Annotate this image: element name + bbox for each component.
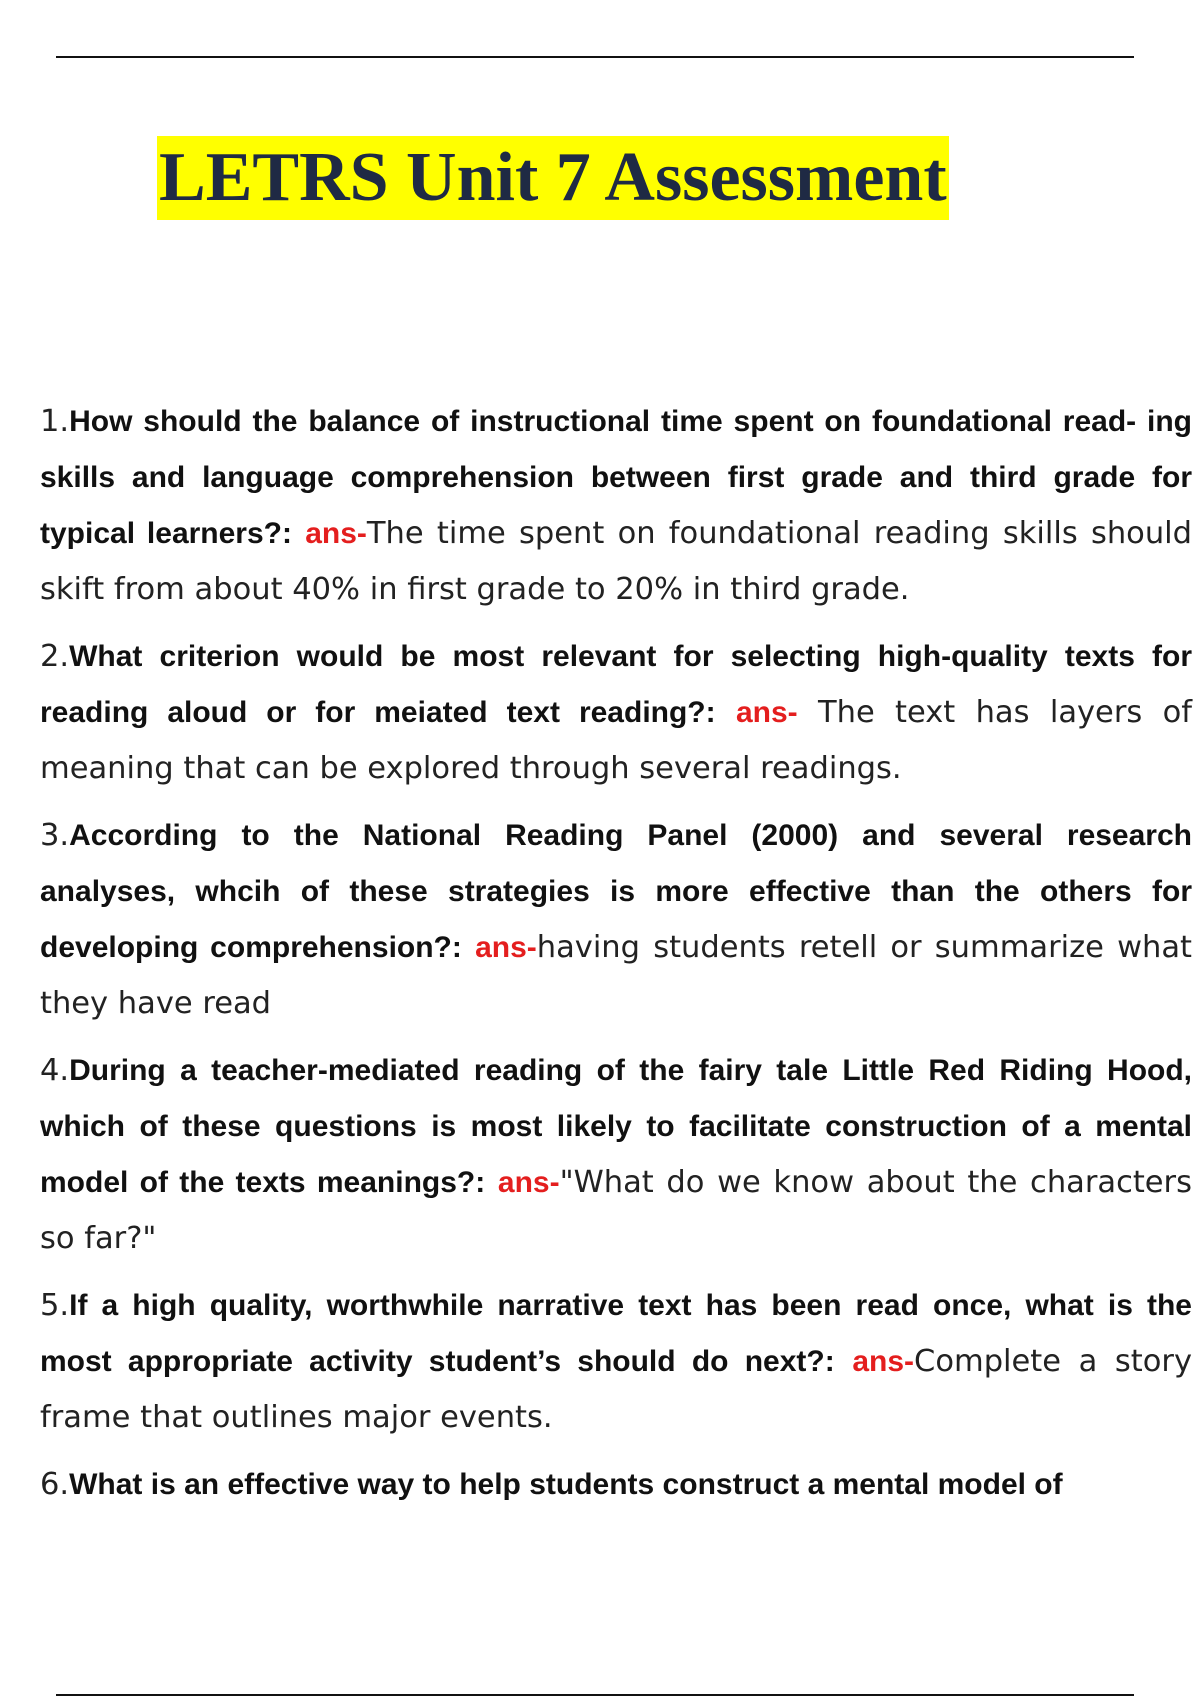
item-number: 6.: [40, 1467, 70, 1502]
question-text: According to the National Reading Panel (2000) and several research analyses, whcih of these strategies is more effective than the others for developing comprehension?:: [40, 819, 1192, 964]
answer-text: Complete a story frame that outlines major events.: [40, 1344, 1193, 1435]
item-number: 1.: [40, 404, 70, 439]
item-number: 5.: [40, 1288, 70, 1323]
answer-text: having students retell or summarize what they have read: [40, 930, 1192, 1021]
document-title: LETRS Unit 7 Assessment: [157, 136, 949, 220]
qa-item-5: [40, 1278, 1192, 1446]
answer-label: ans-: [305, 517, 367, 550]
top-divider: [56, 56, 1134, 58]
bottom-divider: [56, 1694, 1134, 1696]
qa-list: [40, 394, 1192, 1524]
answer-text: "What do we know about the characters so far?": [40, 1165, 1192, 1256]
question-text: During a teacher-mediated reading of the fairy tale Little Red Riding Hood, which of these questions is most likely to facilitate construction of a mental model of the texts meanings?:: [40, 1054, 1192, 1199]
qa-item-1: [40, 394, 1192, 618]
qa-item-3: [40, 808, 1192, 1032]
item-number: 4.: [40, 1053, 70, 1088]
item-number: 2.: [40, 639, 70, 674]
question-text: How should the balance of instructional time spent on foundational read- ing skills and language comprehension between first grade and third grade for typical learners?:: [40, 405, 1192, 550]
item-number: 3.: [40, 818, 70, 853]
qa-item-6: [40, 1457, 1192, 1513]
answer-text: The time spent on foundational reading skills should skift from about 40% in first grade to 20% in third grade.: [40, 516, 1192, 607]
question-text: What criterion would be most relevant for selecting high-quality texts for reading aloud or for meiated text reading?:: [40, 640, 1192, 729]
answer-label: ans-: [497, 1166, 560, 1199]
qa-item-2: [40, 629, 1192, 797]
qa-item-4: [40, 1043, 1192, 1267]
answer-text: The text has layers of meaning that can be explored through several readings.: [40, 695, 1192, 786]
answer-label: ans-: [475, 931, 537, 964]
answer-label: ans-: [735, 696, 798, 729]
question-text: What is an effective way to help students construct a mental model of: [69, 1468, 1063, 1501]
question-text: If a high quality, worthwhile narrative text has been read once, what is the most appropriate activity student’s should do next?:: [40, 1289, 1192, 1378]
answer-label: ans-: [852, 1345, 915, 1378]
